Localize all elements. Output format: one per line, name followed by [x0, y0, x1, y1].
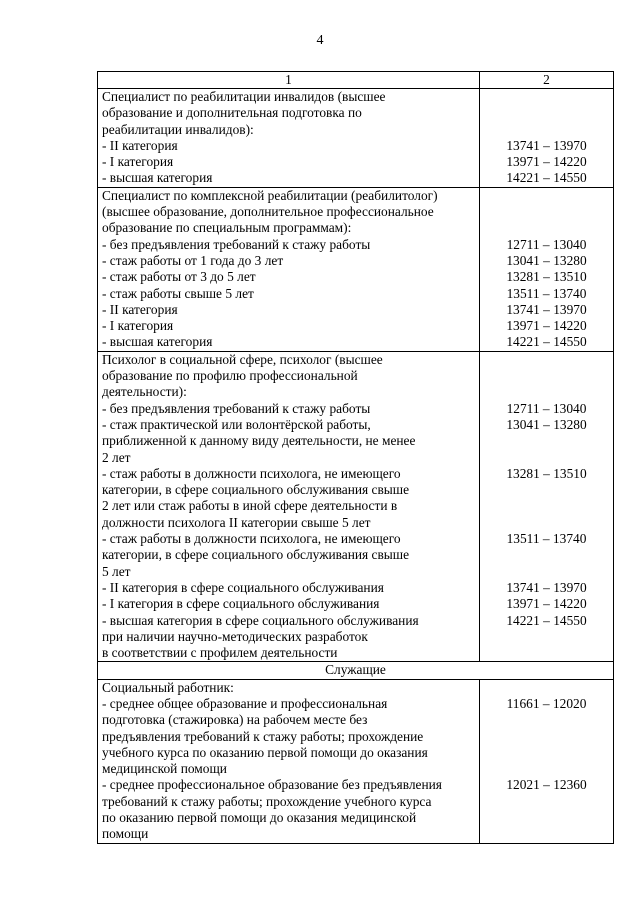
salary-range: 11661 – 12020 — [506, 695, 587, 711]
group-title-line: образование по профилю профессиональной — [102, 368, 358, 384]
item-line: - без предъявления требований к стажу работы — [102, 400, 371, 416]
item-line: 2 лет — [102, 449, 131, 465]
table-row — [98, 679, 614, 843]
salary-range: 13281 – 13510 — [506, 465, 587, 481]
position-cell — [98, 187, 480, 351]
salary-range: 13281 – 13510 — [506, 269, 587, 285]
group-title-line: (высшее образование, дополнительное профессиональное — [102, 204, 434, 220]
position-cell — [98, 89, 480, 188]
item-line: - II категория — [102, 137, 178, 153]
range-cell — [480, 679, 614, 843]
table-row — [98, 187, 614, 351]
salary-range: 13041 – 13280 — [506, 416, 587, 432]
salary-range: 13741 – 13970 — [506, 137, 587, 153]
salary-range: 13511 – 13740 — [506, 285, 587, 301]
item-line: - высшая категория — [102, 170, 213, 186]
salary-range: 13041 – 13280 — [506, 252, 587, 268]
item-line: - среднее профессиональное образование без предъявления — [102, 777, 442, 793]
item-line: предъявления требований к стажу работы; прохождение — [102, 728, 424, 744]
item-line: - I категория — [102, 318, 174, 334]
salary-range: 14221 – 14550 — [506, 334, 587, 350]
group-title-line: образование и дополнительная подготовка по — [102, 105, 362, 121]
group-title-line: реабилитации инвалидов): — [102, 121, 254, 137]
salary-range: 14221 – 14550 — [506, 612, 587, 628]
range-cell — [480, 187, 614, 351]
item-line: приближенной к данному виду деятельности, не менее — [102, 433, 416, 449]
item-line: - стаж работы в должности психолога, не имеющего — [102, 465, 401, 481]
salary-range: 13971 – 14220 — [506, 318, 587, 334]
salary-range: 13971 – 14220 — [506, 154, 587, 170]
group-title-line: Специалист по реабилитации инвалидов (высшее — [102, 89, 386, 104]
item-line: - без предъявления требований к стажу работы — [102, 236, 371, 252]
position-cell — [98, 679, 480, 843]
salary-range: 13971 – 14220 — [506, 596, 587, 612]
item-line: - стаж работы от 1 года до 3 лет — [102, 252, 284, 268]
group-title-line: Психолог в социальной сфере, психолог (высшее — [102, 351, 383, 367]
item-line: помощи — [102, 826, 149, 842]
item-line: - II категория в сфере социального обслуживания — [102, 579, 384, 595]
salary-range: 13511 – 13740 — [506, 531, 587, 547]
item-line: - высшая категория в сфере социального обслуживания — [102, 612, 419, 628]
item-line: 2 лет или стаж работы в иной сфере деятельности в — [102, 498, 398, 514]
item-line: 5 лет — [102, 563, 131, 579]
item-line: - среднее общее образование и профессиональная — [102, 695, 388, 711]
table-header-row — [98, 72, 614, 89]
group-title-line: Специалист по комплексной реабилитации (реабилитолог) — [102, 187, 438, 203]
item-line: учебного курса по оказанию первой помощи до оказания — [102, 744, 428, 760]
item-line: - стаж работы от 3 до 5 лет — [102, 269, 256, 285]
item-line: категории, в сфере социального обслуживания свыше — [102, 547, 410, 563]
group-title-line: Социальный работник: — [102, 679, 234, 695]
item-line: - стаж работы в должности психолога, не имеющего — [102, 531, 401, 547]
item-line: в соответствии с профилем деятельности — [102, 645, 338, 661]
salary-range: 14221 – 14550 — [506, 170, 587, 186]
position-cell — [98, 351, 480, 662]
column-header-2: 2 — [480, 72, 614, 89]
range-cell — [480, 89, 614, 188]
item-line: - II категория — [102, 301, 178, 317]
item-line: при наличии научно-методических разработок — [102, 628, 368, 644]
item-line: требований к стажу работы; прохождение учебного курса — [102, 793, 432, 809]
item-line: категории, в сфере социального обслуживания свыше — [102, 482, 410, 498]
salary-range: 13741 – 13970 — [506, 301, 587, 317]
item-line: медицинской помощи — [102, 761, 227, 777]
item-line: по оказанию первой помощи до оказания медицинской — [102, 810, 417, 826]
range-cell — [480, 351, 614, 662]
section-heading: Служащие — [98, 662, 614, 679]
page-number: 4 — [316, 33, 324, 48]
column-header-1: 1 — [98, 72, 480, 89]
salary-range: 12021 – 12360 — [506, 777, 587, 793]
item-line: подготовка (стажировка) на рабочем месте без — [102, 712, 368, 728]
item-line: - стаж практической или волонтёрской работы, — [102, 416, 371, 432]
group-title-line: образование по специальным программам): — [102, 220, 352, 236]
salary-range: 13741 – 13970 — [506, 579, 587, 595]
group-title-line: деятельности): — [102, 384, 187, 400]
table-row — [98, 351, 614, 662]
salary-range: 12711 – 13040 — [506, 236, 587, 252]
salary-range: 12711 – 13040 — [506, 400, 587, 416]
item-line: - высшая категория — [102, 334, 213, 350]
section-row — [98, 662, 614, 679]
item-line: - стаж работы свыше 5 лет — [102, 285, 254, 301]
salary-table — [97, 71, 614, 844]
table-row — [98, 89, 614, 188]
item-line: должности психолога II категории свыше 5 лет — [102, 514, 371, 530]
item-line: - I категория в сфере социального обслуживания — [102, 596, 380, 612]
item-line: - I категория — [102, 154, 174, 170]
